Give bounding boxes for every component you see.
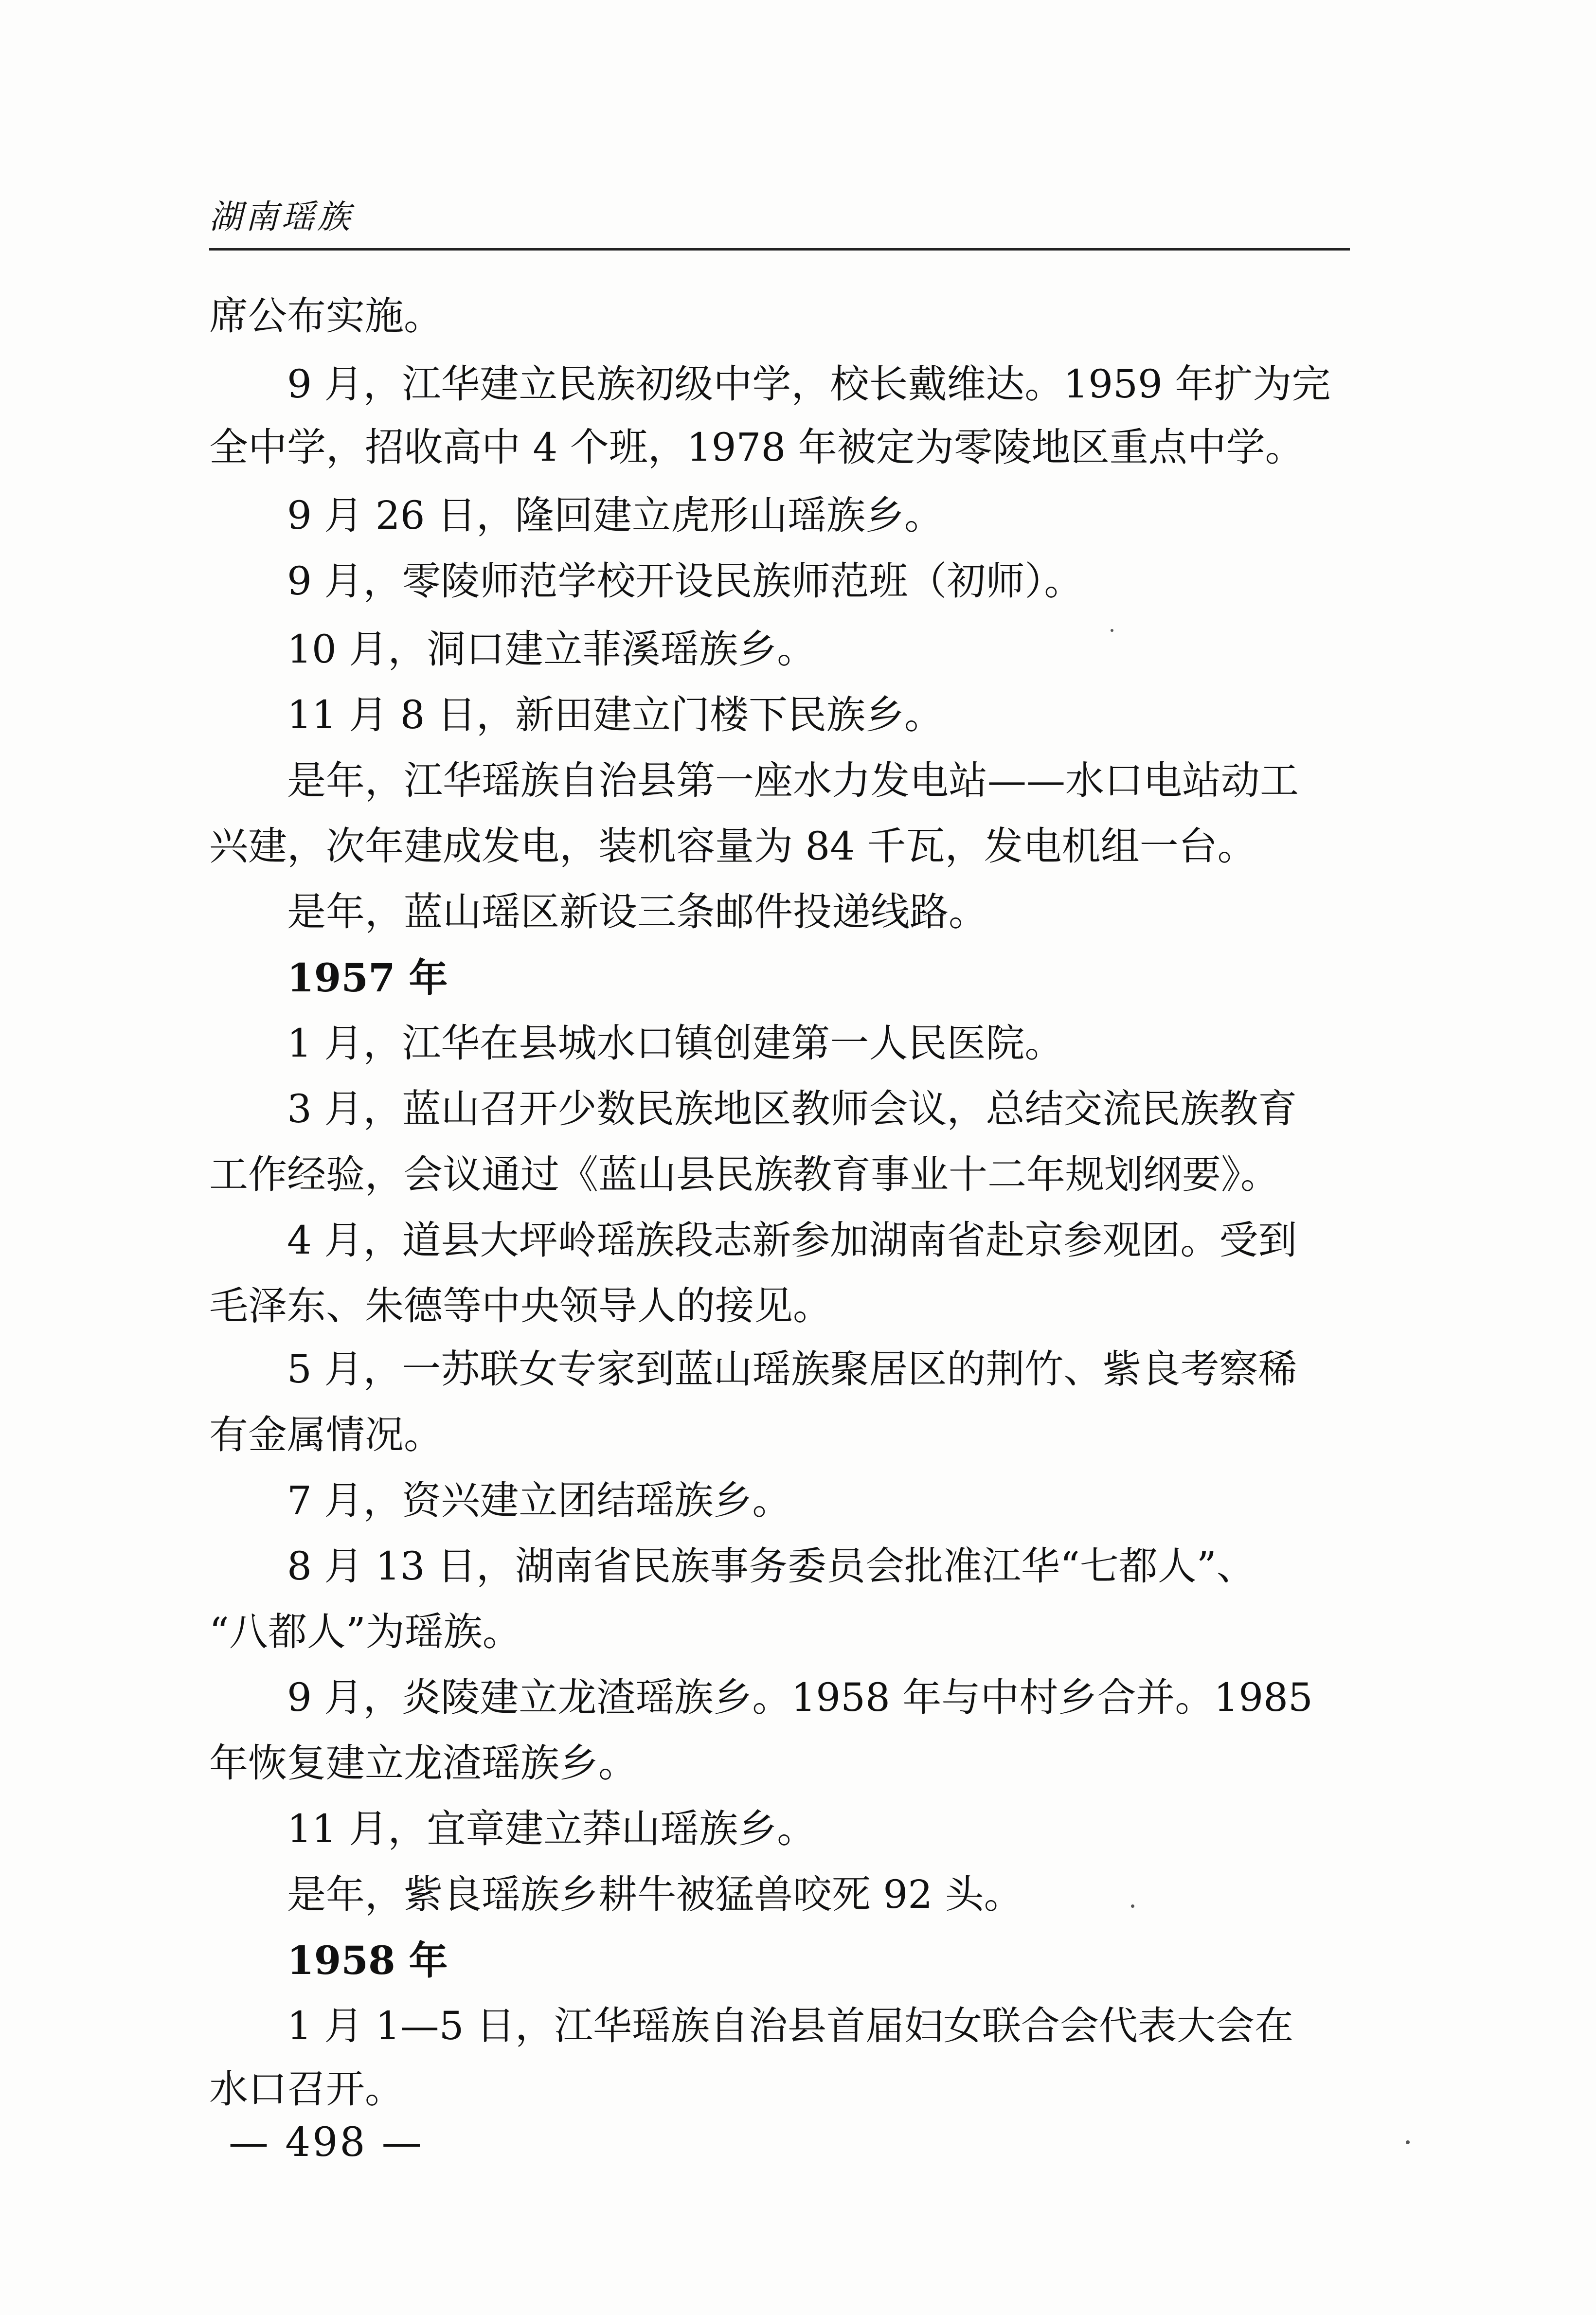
- text-line: 11 月 8 日，新田建立门楼下民族乡。: [287, 692, 943, 737]
- text-line: 11 月，宜章建立莽山瑶族乡。: [287, 1806, 816, 1851]
- text-line: 9 月，江华建立民族初级中学，校长戴维达。1959 年扩为完: [287, 361, 1331, 407]
- text-line: 5 月，一苏联女专家到蓝山瑶族聚居区的荆竹、紫良考察稀: [287, 1346, 1297, 1392]
- text-line: 8 月 13 日，湖南省民族事务委员会批准江华“七都人”、: [287, 1543, 1255, 1589]
- text-line: 1 月 1—5 日，江华瑶族自治县首届妇女联合会代表大会在: [287, 2003, 1293, 2048]
- text-line: 9 月，零陵师范学校开设民族师范班（初师）。: [287, 558, 1083, 604]
- text-line: “八都人”为瑶族。: [209, 1609, 521, 1654]
- text-line: 3 月，蓝山召开少数民族地区教师会议，总结交流民族教育: [287, 1086, 1297, 1131]
- text-line: 是年，江华瑶族自治县第一座水力发电站——水口电站动工: [287, 758, 1299, 803]
- page-number: — 498 —: [229, 2119, 424, 2166]
- running-header: 湖南瑶族: [209, 198, 354, 236]
- text-line: 9 月，炎陵建立龙渣瑶族乡。1958 年与中村乡合并。1985: [287, 1675, 1313, 1720]
- text-line: 7 月，资兴建立团结瑶族乡。: [287, 1478, 791, 1523]
- text-line: 有金属情况。: [209, 1412, 443, 1457]
- text-line: 年恢复建立龙渣瑶族乡。: [209, 1741, 637, 1786]
- text-line: 10 月，洞口建立菲溪瑶族乡。: [287, 627, 816, 672]
- text-line: 毛泽东、朱德等中央领导人的接见。: [209, 1283, 832, 1328]
- text-line: 水口召开。: [209, 2066, 404, 2112]
- text-line: 是年，蓝山瑶区新设三条邮件投递线路。: [287, 889, 987, 934]
- scan-speck: [1131, 1904, 1134, 1908]
- text-line: 是年，紫良瑶族乡耕牛被猛兽咬死 92 头。: [287, 1872, 1023, 1917]
- text-line: 9 月 26 日，隆回建立虎形山瑶族乡。: [287, 493, 943, 538]
- text-line: 席公布实施。: [209, 293, 443, 339]
- year-heading: 1958 年: [287, 1938, 448, 1983]
- text-line: 全中学，招收高中 4 个班，1978 年被定为零陵地区重点中学。: [209, 425, 1304, 470]
- scan-speck: [1406, 2140, 1410, 2144]
- text-line: 4 月，道县大坪岭瑶族段志新参加湖南省赴京参观团。受到: [287, 1218, 1297, 1263]
- year-heading: 1957 年: [287, 955, 448, 1001]
- scan-speck: [1111, 629, 1113, 632]
- text-line: 兴建，次年建成发电，装机容量为 84 千瓦，发电机组一台。: [209, 824, 1256, 869]
- text-line: 1 月，江华在县城水口镇创建第一人民医院。: [287, 1021, 1064, 1066]
- header-rule: [209, 248, 1350, 251]
- text-line: 工作经验，会议通过《蓝山县民族教育事业十二年规划纲要》。: [209, 1152, 1279, 1197]
